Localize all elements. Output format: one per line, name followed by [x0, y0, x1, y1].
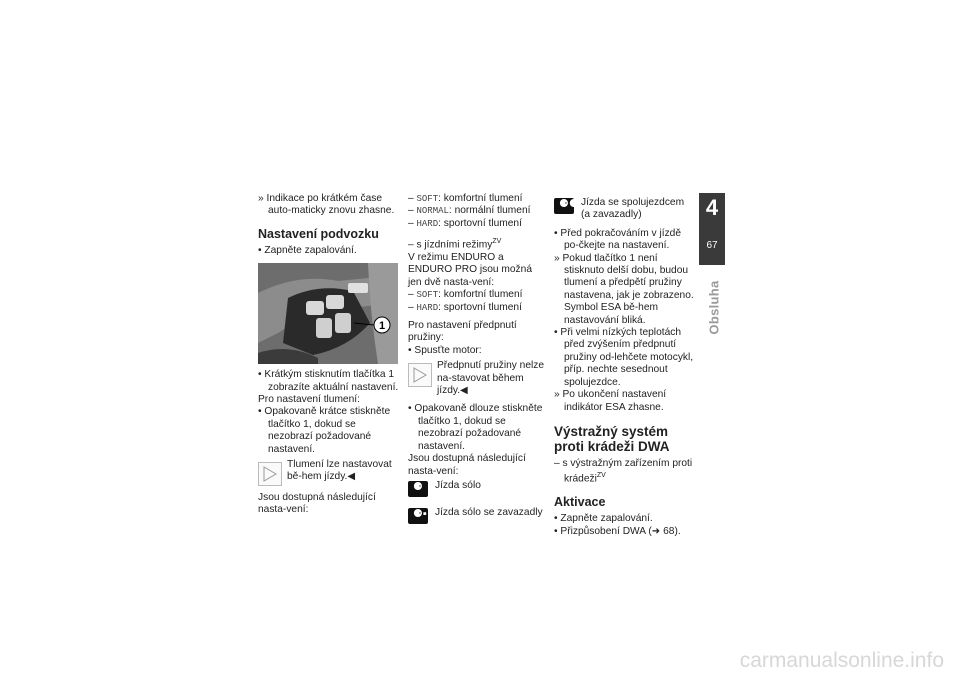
handlebar-switch-photo — [258, 263, 398, 364]
warning-triangle-icon — [408, 363, 432, 387]
option-soft: – SOFT: komfortní tlumení — [408, 193, 523, 204]
page-number: 67 — [706, 240, 718, 251]
setting-passenger — [554, 197, 694, 222]
column-3 — [554, 193, 694, 538]
watermark: carmanualsonline.info — [739, 649, 944, 672]
code-soft-2: SOFT — [416, 290, 439, 301]
available-settings-text-2: Jsou dostupná následující nasta-vení: — [408, 453, 526, 477]
section-heading-activation: Aktivace — [554, 495, 606, 510]
code-hard: HARD — [416, 218, 439, 229]
option-hard-text: : sportovní tlumení — [438, 217, 522, 229]
section-heading-suspension: Nastavení podvozku — [258, 226, 379, 241]
note-preload — [408, 360, 546, 397]
result-not-pressed: » Pokud tlačítko 1 není stisknuto delší dobu, budou tlumení a předpětí pružiny nastavena, jak je zobrazeno. Symbol ESA bě-hem nastavování bliká. — [554, 252, 694, 326]
dwa-equipment-line — [554, 458, 694, 486]
option-hard: – HARD: sportovní tlumení — [408, 217, 522, 229]
section-heading-dwa: Výstražný systém proti krádeži DWA — [554, 423, 670, 454]
code-soft: SOFT — [416, 194, 439, 204]
code-normal: NORMAL — [416, 206, 449, 217]
bullet-wait: • Před pokračováním v jízdě po-čkejte na nastavení. — [554, 227, 682, 252]
result-esa-off: » Po ukončení nastavení indikátor ESA zhasne. — [554, 389, 667, 413]
bullet-start-engine: • Spusťte motor: — [408, 344, 482, 356]
available-settings-text: Jsou dostupná následující nasta-vení: — [258, 492, 376, 516]
code-hard-2: HARD — [416, 302, 439, 313]
setting-solo-luggage-text: Jízda sólo se zavazadly — [435, 506, 543, 518]
column-2 — [408, 193, 546, 530]
warning-triangle-icon — [258, 462, 282, 486]
bullet-dwa-adjust: • Přizpůsobení DWA (➜ 68). — [554, 525, 681, 537]
column-1 — [258, 193, 400, 517]
chapter-side-label: Obsluha — [706, 280, 722, 335]
note-damping-text: Tlumení lze nastavovat bě-hem jízdy.◀ — [287, 459, 392, 483]
bullet-long-press: • Opakovaně dlouze stiskněte tlačítko 1, dokud se nezobrazí požadované nastavení. — [408, 403, 543, 452]
setting-solo — [408, 480, 546, 497]
bullet-ignition: • Zapněte zapalování. — [258, 244, 357, 256]
note-preload-text: Předpnutí pružiny nelze na-stavovat během jízdy.◀ — [437, 360, 545, 397]
bullet-ignition-2: • Zapněte zapalování. — [554, 513, 653, 525]
dwa-equipment-sup: ZV — [596, 472, 606, 480]
enduro-hard: – HARD: sportovní tlumení — [408, 301, 522, 313]
enduro-hard-text: : sportovní tlumení — [438, 301, 522, 313]
rider-passenger-icon: ⚈⚈ — [554, 198, 574, 214]
handlebar-illustration — [258, 263, 398, 364]
bullet-short-press: • Krátkým stisknutím tlačítka 1 zobrazíte aktuální nastavení. — [258, 369, 399, 393]
result-text: » Indikace po krátkém čase auto-maticky znovu zhasne. — [258, 193, 395, 217]
setting-solo-text: Jízda sólo — [435, 479, 481, 491]
dwa-equipment-text: – s výstražným zařízením proti krádeži — [554, 457, 693, 485]
enduro-soft: – SOFT: komfortní tlumení — [408, 289, 523, 301]
chapter-tab — [699, 193, 725, 265]
preload-intro: Pro nastavení předpnutí pružiny: — [408, 320, 517, 344]
enduro-text: V režimu ENDURO a ENDURO PRO jsou možná jen dvě nasta-vení: — [408, 252, 532, 288]
option-soft-text: : komfortní tlumení — [438, 193, 523, 204]
enduro-soft-text: : komfortní tlumení — [438, 289, 523, 301]
riding-modes-line — [408, 236, 546, 252]
bullet-repeat-press: • Opakovaně krátce stiskněte tlačítko 1, dokud se nezobrazí požadované nastavení. — [258, 406, 391, 455]
figure-callout-label: 1 — [378, 320, 386, 333]
damping-intro: Pro nastavení tlumení: — [258, 394, 360, 406]
note-damping — [258, 459, 400, 486]
riding-modes-sup: ZV — [492, 238, 502, 246]
rider-solo-icon: ⚈ — [408, 481, 428, 497]
option-normal-text: : normální tlumení — [448, 205, 531, 217]
option-normal: – NORMAL: normální tlumení — [408, 205, 531, 217]
riding-modes-text: – s jízdními režimy — [408, 239, 493, 251]
setting-passenger-text: Jízda se spolujezdcem (a zavazadly) — [581, 197, 685, 221]
setting-solo-luggage — [408, 507, 546, 524]
rider-luggage-icon: ⚈▪ — [408, 508, 428, 524]
bullet-low-temp: • Při velmi nízkých teplotách před zvýšením předpnutí pružiny od-lehčete motocykl, příp. nechte sesednout spolujezdce. — [554, 327, 694, 388]
chapter-number: 4 — [705, 195, 719, 220]
